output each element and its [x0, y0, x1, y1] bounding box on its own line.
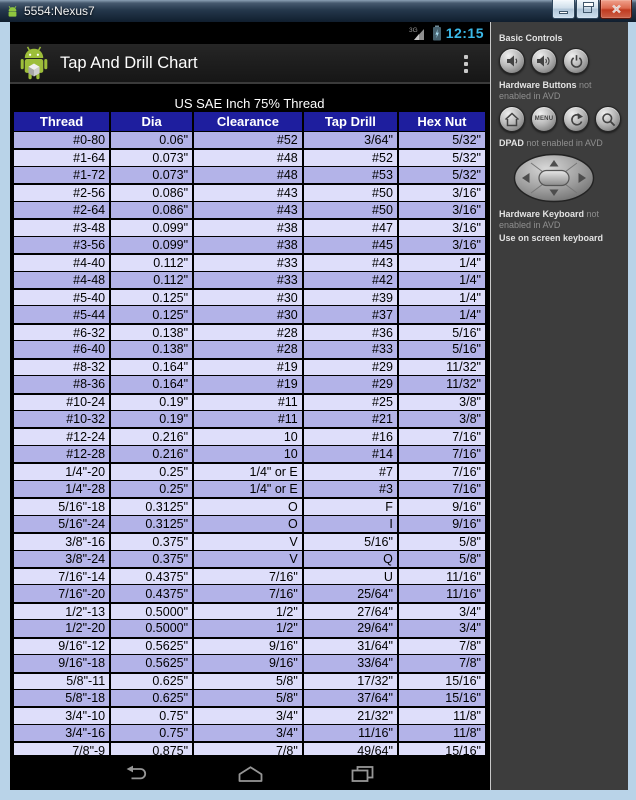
- maximize-button[interactable]: [576, 0, 599, 19]
- app-title: Tap And Drill Chart: [60, 53, 198, 72]
- basic-controls-label: Basic Controls: [499, 33, 563, 43]
- svg-text:3G: 3G: [408, 27, 418, 34]
- cell-thread: #10-24: [14, 395, 109, 410]
- cell-tap-drill: #42: [302, 272, 397, 288]
- cell-hex-nut: 5/32": [397, 132, 485, 148]
- cell-tap-drill: 5/16": [302, 534, 397, 549]
- back-hw-button[interactable]: [563, 106, 589, 132]
- cell-dia: 0.125": [109, 290, 192, 305]
- cell-thread: #12-28: [14, 446, 109, 462]
- cell-thread: #6-40: [14, 341, 109, 357]
- cell-tap-drill: #50: [302, 185, 397, 200]
- table-title: US SAE Inch 75% Thread: [14, 94, 485, 112]
- table-row: [14, 497, 485, 514]
- cell-tap-drill: #14: [302, 446, 397, 462]
- cell-clearance: #43: [192, 202, 302, 218]
- table-body[interactable]: [14, 131, 485, 755]
- cell-hex-nut: 3/16": [397, 237, 485, 253]
- cell-hex-nut: 11/8": [397, 708, 485, 723]
- table-row: [14, 253, 485, 270]
- cell-clearance: #33: [192, 255, 302, 270]
- cell-thread: #0-80: [14, 132, 109, 148]
- cell-tap-drill: 49/64": [302, 743, 397, 755]
- cell-thread: #3-56: [14, 237, 109, 253]
- cell-hex-nut: 3/16": [397, 185, 485, 200]
- basic-controls-buttons: [499, 48, 620, 74]
- cell-clearance: 3/4": [192, 725, 302, 741]
- table-row: [14, 619, 485, 636]
- table-row: [14, 236, 485, 253]
- window-titlebar[interactable]: [0, 0, 636, 22]
- cell-dia: 0.164": [109, 360, 192, 375]
- back-hw-icon: [568, 112, 584, 127]
- cell-tap-drill: 21/32": [302, 708, 397, 723]
- cell-thread: #10-32: [14, 411, 109, 427]
- cell-dia: 0.625": [109, 690, 192, 706]
- table-row: [14, 550, 485, 567]
- cell-clearance: #38: [192, 237, 302, 253]
- cell-thread: #2-64: [14, 202, 109, 218]
- cell-clearance: 1/2": [192, 620, 302, 636]
- cell-thread: 7/16"-20: [14, 585, 109, 601]
- cell-dia: 0.25": [109, 464, 192, 479]
- cell-clearance: #11: [192, 411, 302, 427]
- cell-thread: 3/8"-24: [14, 551, 109, 567]
- cell-dia: 0.112": [109, 272, 192, 288]
- search-button[interactable]: [595, 106, 621, 132]
- cell-thread: #6-32: [14, 325, 109, 340]
- cell-clearance: #48: [192, 150, 302, 165]
- cell-tap-drill: 25/64": [302, 585, 397, 601]
- table-row: [14, 584, 485, 601]
- search-icon: [601, 112, 616, 127]
- minimize-button[interactable]: [552, 0, 575, 19]
- back-icon: [124, 764, 152, 783]
- home-hw-icon: [504, 112, 520, 127]
- table-row: [14, 375, 485, 392]
- cell-clearance: O: [192, 516, 302, 532]
- close-icon: [611, 4, 622, 14]
- cell-tap-drill: #21: [302, 411, 397, 427]
- table-row: [14, 445, 485, 462]
- cell-tap-drill: #47: [302, 220, 397, 235]
- cell-hex-nut: 3/4": [397, 604, 485, 619]
- cell-clearance: 10: [192, 446, 302, 462]
- cell-tap-drill: #7: [302, 464, 397, 479]
- cell-tap-drill: #43: [302, 255, 397, 270]
- table-row: [14, 358, 485, 375]
- cell-thread: 9/16"-18: [14, 655, 109, 671]
- cell-clearance: 1/4" or E: [192, 481, 302, 497]
- minimize-icon: [559, 11, 568, 14]
- cell-dia: 0.19": [109, 395, 192, 410]
- status-bar: [10, 22, 490, 44]
- cell-tap-drill: Q: [302, 551, 397, 567]
- cell-dia: 0.06": [109, 132, 192, 148]
- table-row: [14, 148, 485, 165]
- cell-dia: 0.5000": [109, 620, 192, 636]
- battery-charging-icon: [432, 25, 442, 41]
- cell-dia: 0.138": [109, 341, 192, 357]
- cell-dia: 0.125": [109, 306, 192, 322]
- column-header-tap-drill: Tap Drill: [302, 112, 397, 131]
- cell-thread: #2-56: [14, 185, 109, 200]
- cell-thread: 7/16"-14: [14, 569, 109, 584]
- cell-thread: #5-40: [14, 290, 109, 305]
- cell-thread: #8-36: [14, 376, 109, 392]
- hardware-buttons-row: [499, 106, 620, 132]
- hardware-keyboard-label: Hardware Keyboard: [499, 209, 585, 219]
- cell-thread: #4-40: [14, 255, 109, 270]
- cell-clearance: #30: [192, 290, 302, 305]
- hardware-buttons-label: Hardware Buttons: [499, 80, 577, 90]
- table-row: [14, 637, 485, 654]
- cell-thread: 5/8"-11: [14, 674, 109, 689]
- cell-clearance: 7/16": [192, 569, 302, 584]
- status-time: 12:15: [445, 25, 484, 41]
- table-row: [14, 305, 485, 322]
- cell-tap-drill: #50: [302, 202, 397, 218]
- home-icon: [237, 765, 264, 783]
- dpad-control[interactable]: [513, 153, 595, 203]
- cell-tap-drill: #29: [302, 376, 397, 392]
- cell-tap-drill: I: [302, 516, 397, 532]
- cell-dia: 0.099": [109, 237, 192, 253]
- table-row: [14, 183, 485, 200]
- table-row: [14, 323, 485, 340]
- cell-hex-nut: 15/16": [397, 690, 485, 706]
- column-header-thread: Thread: [39, 114, 84, 129]
- table-row: [14, 689, 485, 706]
- cell-dia: 0.086": [109, 185, 192, 200]
- table-row: [14, 271, 485, 288]
- home-hw-button[interactable]: [499, 106, 525, 132]
- cell-hex-nut: 7/16": [397, 429, 485, 444]
- overflow-menu-button[interactable]: [452, 44, 480, 84]
- cell-tap-drill: #16: [302, 429, 397, 444]
- cell-hex-nut: 7/16": [397, 481, 485, 497]
- cell-dia: 0.3125": [109, 516, 192, 532]
- cell-thread: 3/4"-10: [14, 708, 109, 723]
- cell-tap-drill: #29: [302, 360, 397, 375]
- cell-dia: 0.086": [109, 202, 192, 218]
- cell-hex-nut: 7/16": [397, 446, 485, 462]
- cell-hex-nut: 7/16": [397, 464, 485, 479]
- cell-dia: 0.073": [109, 150, 192, 165]
- cell-hex-nut: 5/8": [397, 534, 485, 549]
- cell-hex-nut: 3/4": [397, 620, 485, 636]
- cell-thread: #5-44: [14, 306, 109, 322]
- cell-hex-nut: 9/16": [397, 499, 485, 514]
- cell-hex-nut: 1/4": [397, 272, 485, 288]
- table-row: [14, 340, 485, 357]
- cell-tap-drill: #33: [302, 341, 397, 357]
- cell-dia: 0.216": [109, 429, 192, 444]
- cell-hex-nut: 1/4": [397, 290, 485, 305]
- tap-drill-table: [12, 92, 487, 757]
- cell-dia: 0.875": [109, 743, 192, 755]
- cell-tap-drill: #37: [302, 306, 397, 322]
- cell-hex-nut: 15/16": [397, 743, 485, 755]
- window-title: 5554:Nexus7: [24, 4, 95, 18]
- table-row: [14, 462, 485, 479]
- cell-dia: 0.375": [109, 534, 192, 549]
- cell-thread: 7/8"-9: [14, 743, 109, 755]
- cell-thread: #1-72: [14, 167, 109, 183]
- cell-tap-drill: U: [302, 569, 397, 584]
- cell-clearance: #28: [192, 325, 302, 340]
- cell-hex-nut: 5/8": [397, 551, 485, 567]
- menu-button[interactable]: [531, 106, 557, 132]
- dpad-label: DPAD: [499, 138, 524, 148]
- hardware-buttons-note: not enabled in AVD: [499, 80, 592, 101]
- window-android-icon: [6, 5, 19, 18]
- cell-hex-nut: 7/8": [397, 655, 485, 671]
- cell-dia: 0.5000": [109, 604, 192, 619]
- cell-tap-drill: 37/64": [302, 690, 397, 706]
- cell-hex-nut: 5/16": [397, 341, 485, 357]
- signal-3g-icon: [408, 25, 428, 41]
- cell-clearance: 5/8": [192, 690, 302, 706]
- cell-thread: 9/16"-12: [14, 639, 109, 654]
- cell-clearance: 10: [192, 429, 302, 444]
- cell-clearance: 9/16": [192, 655, 302, 671]
- dpad-center-button: [539, 171, 569, 186]
- cell-clearance: 9/16": [192, 639, 302, 654]
- cell-dia: 0.19": [109, 411, 192, 427]
- cell-clearance: #38: [192, 220, 302, 235]
- cell-thread: 3/4"-16: [14, 725, 109, 741]
- table-row: [14, 218, 485, 235]
- cell-hex-nut: 9/16": [397, 516, 485, 532]
- cell-tap-drill: 29/64": [302, 620, 397, 636]
- cell-clearance: #28: [192, 341, 302, 357]
- cell-dia: 0.4375": [109, 585, 192, 601]
- cell-hex-nut: 3/8": [397, 411, 485, 427]
- table-row: [14, 131, 485, 148]
- cell-hex-nut: 5/32": [397, 167, 485, 183]
- app-icon-android: [17, 45, 51, 82]
- cell-thread: #3-48: [14, 220, 109, 235]
- table-row: [14, 427, 485, 444]
- keyboard-hint-label: Use on screen keyboard: [499, 233, 604, 243]
- cell-dia: 0.25": [109, 481, 192, 497]
- cell-hex-nut: 7/8": [397, 639, 485, 654]
- cell-clearance: 7/16": [192, 585, 302, 601]
- cell-hex-nut: 11/8": [397, 725, 485, 741]
- table-row: [14, 480, 485, 497]
- cell-tap-drill: #53: [302, 167, 397, 183]
- cell-tap-drill: 31/64": [302, 639, 397, 654]
- cell-dia: 0.4375": [109, 569, 192, 584]
- table-row: [14, 672, 485, 689]
- maximize-icon: [583, 5, 592, 13]
- cell-tap-drill: #25: [302, 395, 397, 410]
- cell-hex-nut: 11/16": [397, 569, 485, 584]
- cell-hex-nut: 5/16": [397, 325, 485, 340]
- table-row: [14, 741, 485, 755]
- table-row: [14, 515, 485, 532]
- cell-dia: 0.099": [109, 220, 192, 235]
- cell-thread: 1/4"-20: [14, 464, 109, 479]
- overflow-menu-icon: [464, 55, 468, 73]
- cell-dia: 0.75": [109, 708, 192, 723]
- cell-hex-nut: 3/8": [397, 395, 485, 410]
- close-button[interactable]: [600, 0, 632, 19]
- table-row: [14, 393, 485, 410]
- cell-clearance: V: [192, 534, 302, 549]
- cell-tap-drill: #36: [302, 325, 397, 340]
- back-button[interactable]: [118, 761, 158, 787]
- cell-clearance: #52: [192, 132, 302, 148]
- action-bar: [10, 44, 490, 84]
- cell-clearance: #43: [192, 185, 302, 200]
- cell-thread: 5/16"-24: [14, 516, 109, 532]
- window-controls: [551, 0, 632, 19]
- cell-hex-nut: 5/32": [397, 150, 485, 165]
- cell-hex-nut: 11/16": [397, 585, 485, 601]
- power-icon: [569, 54, 584, 69]
- cell-dia: 0.216": [109, 446, 192, 462]
- cell-dia: 0.625": [109, 674, 192, 689]
- cell-dia: 0.75": [109, 725, 192, 741]
- cell-thread: 1/2"-20: [14, 620, 109, 636]
- home-button[interactable]: [230, 761, 270, 787]
- cell-dia: 0.073": [109, 167, 192, 183]
- cell-clearance: #33: [192, 272, 302, 288]
- table-row: [14, 288, 485, 305]
- cell-clearance: #30: [192, 306, 302, 322]
- cell-clearance: #48: [192, 167, 302, 183]
- cell-clearance: V: [192, 551, 302, 567]
- cell-tap-drill: 3/64": [302, 132, 397, 148]
- cell-dia: 0.375": [109, 551, 192, 567]
- cell-dia: 0.3125": [109, 499, 192, 514]
- column-header-hex-nut: Hex Nut: [397, 112, 485, 131]
- cell-hex-nut: 15/16": [397, 674, 485, 689]
- column-header-dia: Dia: [109, 112, 192, 131]
- emulator-control-panel: [490, 22, 628, 790]
- cell-clearance: 3/4": [192, 708, 302, 723]
- cell-thread: #1-64: [14, 150, 109, 165]
- cell-tap-drill: #39: [302, 290, 397, 305]
- table-row: [14, 706, 485, 723]
- volume-up-icon: [536, 54, 552, 68]
- table-row: [14, 410, 485, 427]
- cell-dia: 0.164": [109, 376, 192, 392]
- cell-thread: 1/4"-28: [14, 481, 109, 497]
- cell-hex-nut: 1/4": [397, 306, 485, 322]
- cell-tap-drill: 11/16": [302, 725, 397, 741]
- cell-hex-nut: 11/32": [397, 376, 485, 392]
- table-row: [14, 201, 485, 218]
- cell-hex-nut: 11/32": [397, 360, 485, 375]
- cell-tap-drill: 27/64": [302, 604, 397, 619]
- table-row: [14, 166, 485, 183]
- device-screen: [10, 22, 490, 790]
- cell-thread: #4-48: [14, 272, 109, 288]
- cell-thread: 5/8"-18: [14, 690, 109, 706]
- cell-tap-drill: #52: [302, 150, 397, 165]
- cell-clearance: #11: [192, 395, 302, 410]
- cell-tap-drill: 33/64": [302, 655, 397, 671]
- cell-thread: #8-32: [14, 360, 109, 375]
- menu-button-label: MENU: [534, 116, 554, 122]
- cell-clearance: 1/4" or E: [192, 464, 302, 479]
- cell-clearance: 7/8": [192, 743, 302, 755]
- volume-down-button[interactable]: [499, 48, 525, 74]
- cell-clearance: #19: [192, 376, 302, 392]
- cell-thread: 3/8"-16: [14, 534, 109, 549]
- cell-clearance: O: [192, 499, 302, 514]
- volume-up-button[interactable]: [531, 48, 557, 74]
- cell-thread: 1/2"-13: [14, 604, 109, 619]
- navigation-bar: [10, 757, 490, 790]
- cell-dia: 0.138": [109, 325, 192, 340]
- power-button[interactable]: [563, 48, 589, 74]
- cell-clearance: 1/2": [192, 604, 302, 619]
- cell-tap-drill: 17/32": [302, 674, 397, 689]
- table-row: [14, 602, 485, 619]
- cell-dia: 0.5625": [109, 655, 192, 671]
- recents-button[interactable]: [342, 761, 382, 787]
- cell-tap-drill: F: [302, 499, 397, 514]
- recents-icon: [350, 765, 375, 783]
- table-header-row: [14, 112, 485, 131]
- cell-tap-drill: #45: [302, 237, 397, 253]
- cell-clearance: 5/8": [192, 674, 302, 689]
- hardware-keyboard-note: not enabled in AVD: [499, 209, 600, 230]
- table-row: [14, 724, 485, 741]
- volume-down-icon: [505, 54, 520, 68]
- cell-hex-nut: 3/16": [397, 220, 485, 235]
- column-header-clearance: Clearance: [192, 112, 302, 131]
- cell-clearance: #19: [192, 360, 302, 375]
- table-row: [14, 654, 485, 671]
- table-row: [14, 567, 485, 584]
- cell-thread: #12-24: [14, 429, 109, 444]
- cell-thread: 5/16"-18: [14, 499, 109, 514]
- cell-tap-drill: #3: [302, 481, 397, 497]
- cell-dia: 0.112": [109, 255, 192, 270]
- cell-hex-nut: 3/16": [397, 202, 485, 218]
- dpad-note: not enabled in AVD: [526, 138, 603, 148]
- cell-dia: 0.5625": [109, 639, 192, 654]
- cell-hex-nut: 1/4": [397, 255, 485, 270]
- table-row: [14, 532, 485, 549]
